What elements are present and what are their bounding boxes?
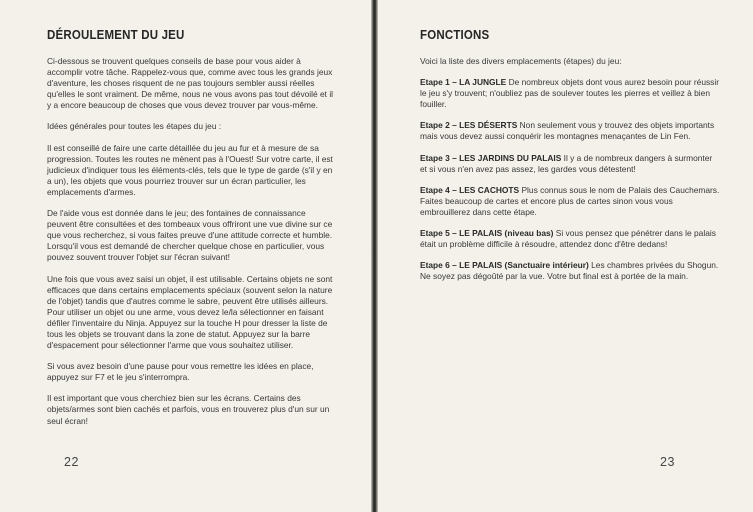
paragraph-help: De l'aide vous est donnée dans le jeu; des fontaines de connaissance peuvent être consultées et des tombeaux vous offriront une vue divine sur ce que vous recherchez, si vous faites preuve d'une attitude correcte et humble. Lorsqu'il vous est demandé de chercher quelque chose en particulier, vous pouvez souvent trouver l'objet sur l'écran suivant!: [47, 208, 333, 263]
stage-label: Etape 2: [420, 120, 450, 131]
stage-item: [420, 185, 720, 218]
stage-item: [420, 153, 720, 175]
stage-separator: –: [449, 184, 460, 195]
page-number-right: 23: [660, 455, 675, 469]
stage-text: Il y a de nombreux dangers à surmonter et si vous n'en avez pas assez, les gardes vous détestent!: [420, 152, 713, 174]
stage-separator: –: [449, 260, 460, 271]
stage-separator: –: [449, 152, 460, 163]
page-number-left: 22: [64, 455, 79, 469]
stage-text: Plus connus sous le nom de Palais des Cauchemars. Faites beaucoup de cartes et encore plus de cartes sinon vous vous embrouillerez dans cette étape.: [420, 184, 720, 217]
right-page: [378, 0, 753, 512]
stage-item: [420, 120, 720, 142]
paragraph-search: Il est important que vous cherchiez bien sur les écrans. Certains des objets/armes sont bien cachés et parfois, vous en trouverez plus d'un sur un seul écran!: [47, 393, 330, 426]
stage-name: LE PALAIS (niveau bas): [459, 228, 554, 239]
stage-text: Non seulement vous y trouvez des objets importants mais vous devez aussi conquérir les montagnes menaçantes de Lin Fen.: [420, 120, 715, 142]
stage-name: LE PALAIS (Sanctuaire intérieur): [459, 260, 589, 271]
stage-separator: –: [449, 228, 460, 239]
stage-separator: –: [449, 77, 460, 88]
right-page-title: FONCTIONS: [420, 28, 490, 42]
paragraph-pause: Si vous avez besoin d'une pause pour vous remettre les idées en place, appuyez sur F7 et le jeu s'interrompra.: [47, 361, 314, 383]
stage-item: [420, 260, 720, 282]
stage-text: Si vous pensez que pénétrer dans le palais était un problème difficile à résoudre, attendez donc d'être dedans!: [420, 228, 716, 250]
left-page-title: DÉROULEMENT DU JEU: [47, 28, 185, 42]
stage-label: Etape 4: [420, 184, 450, 195]
stages-intro: Voici la liste des divers emplacements (étapes) du jeu:: [420, 56, 622, 66]
paragraph-intro: Ci-dessous se trouvent quelques conseils de base pour vous aider à accomplir votre tâche. Rappelez-vous que, comme avec tous les grands jeux d'aventure, les choses risquent de ne pas toujours sembler aussi réelles qu'elles le sont vraiment. De même, nous ne vous avons pas tout dévoilé et il y a encore beaucoup de choses que vous devez trouver par vous-même.: [47, 56, 334, 111]
stage-item: [420, 77, 720, 110]
stage-label: Etape 1: [420, 77, 450, 88]
stage-name: LES JARDINS DU PALAIS: [459, 152, 562, 163]
stage-label: Etape 6: [420, 260, 450, 271]
stage-name: LES DÉSERTS: [459, 120, 518, 131]
book-gutter: [371, 0, 378, 512]
stage-text: De nombreux objets dont vous aurez besoin pour réussir le jeu s'y trouvent; n'oubliez pas de soulever toutes les pierres et veillez à bien fouiller.: [420, 77, 720, 110]
paragraph-objects: Une fois que vous avez saisi un objet, il est utilisable. Certains objets ne sont efficaces que dans certains emplacements spéciaux (souvent selon la nature de l'objet) tandis que d'autres comme le sabre, peuvent être utilisés ailleurs. Pour utiliser un objet ou une arme, vous devez le/la sélectionner en faisant défiler l'inventaire du Ninja. Appuyez sur la touche H pour dresser la liste de tous les objets se trouvant dans la zone de statut. Appuyez sur la barre d'espacement pour sélectionner l'arme que vous souhaitez utiliser.: [47, 273, 333, 351]
paragraph-general-ideas: Idées générales pour toutes les étapes du jeu :: [47, 121, 222, 132]
stage-name: LA JUNGLE: [459, 77, 507, 88]
stage-text: Les chambres privées du Shogun. Ne soyez pas dégoûté par la vue. Votre but final est à portée de la main.: [420, 260, 719, 282]
left-page: [0, 0, 371, 512]
stage-name: LES CACHOTS: [459, 184, 520, 195]
stage-item: [420, 228, 720, 250]
stage-label: Etape 3: [420, 152, 450, 163]
stage-separator: –: [449, 120, 460, 131]
paragraph-map-advice: Il est conseillé de faire une carte détaillée du jeu au fur et à mesure de sa progression. Toutes les routes ne mènent pas à l'Ouest! Sur votre carte, il est judicieux d'indiquer tous les éléments-clés, tels que le type de garde (s'il y en a un), les objets que vous pourriez trouver sur un écran particulier, les emplacements d'armes.: [47, 142, 333, 197]
stage-label: Etape 5: [420, 228, 450, 239]
